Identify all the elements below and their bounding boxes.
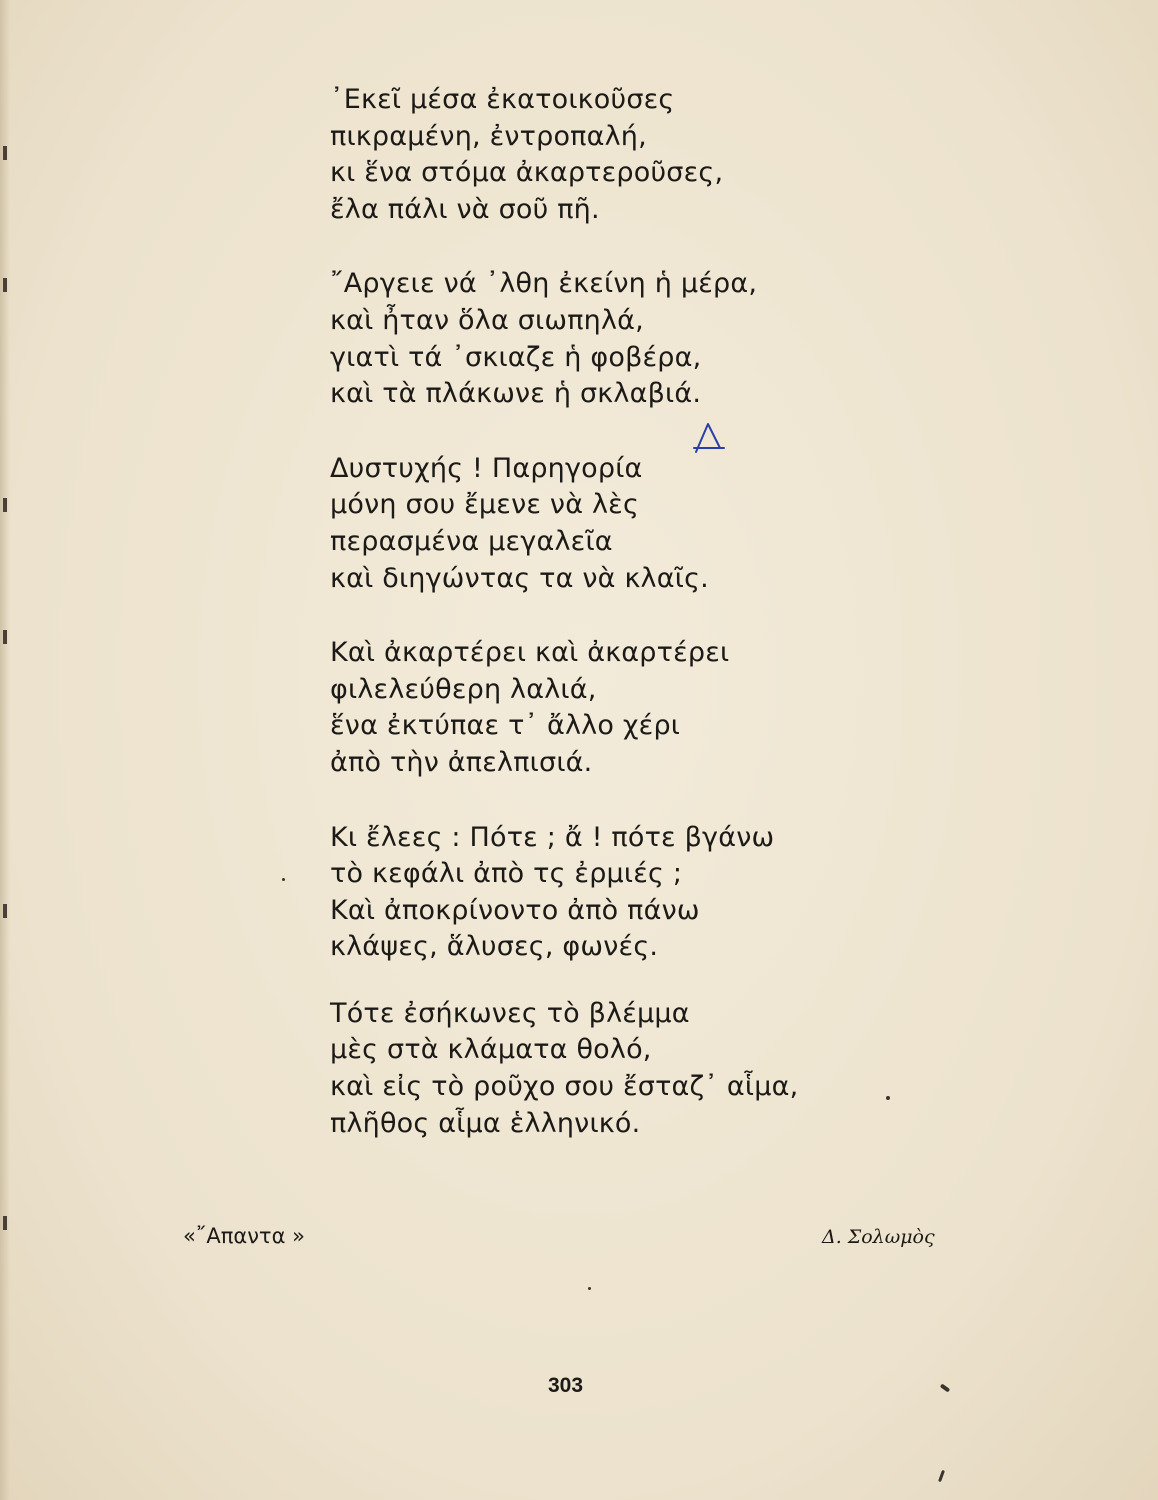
poem-line: ῎Αργειε νά ᾿λθη ἐκείνη ἡ μέρα, <box>330 268 758 300</box>
poem-line: ἀπὸ τὴν ἀπελπισιά. <box>330 746 593 778</box>
poem-line: μὲς στὰ κλάματα θολό, <box>330 1034 652 1066</box>
ink-speck <box>886 1096 890 1100</box>
stanza <box>330 820 890 966</box>
poem-line: καὶ διηγώντας τα νὰ κλαῖς. <box>330 562 709 594</box>
poem-line: καὶ ἦταν ὅλα σιωπηλά, <box>330 304 644 336</box>
edge-mark <box>3 1216 7 1230</box>
poem-line: περασμένα μεγαλεῖα <box>330 525 613 557</box>
stanza <box>330 451 890 597</box>
poem-line: πικραμένη, ἐντροπαλή, <box>330 120 647 152</box>
poem-line: Τότε ἐσήκωνες τὸ βλέμμα <box>330 997 690 1029</box>
poem-line: Καὶ ἀκαρτέρει καὶ ἀκαρτέρει <box>330 637 730 669</box>
poem-line: κι ἕνα στόμα ἀκαρτεροῦσες, <box>330 157 724 189</box>
ink-speck <box>938 1470 945 1482</box>
author-name: Δ. Σολωμὸς <box>822 1226 935 1248</box>
poem-line: κλάψες, ἅλυσες, φωνές. <box>330 931 659 963</box>
poem-line: γιατὶ τά ᾿σκιαζε ἡ φοβέρα, <box>330 341 702 373</box>
edge-mark <box>3 904 7 918</box>
stanza <box>330 266 890 412</box>
poem-line: Καὶ ἀποκρίνοντο ἀπὸ πάνω <box>330 894 700 926</box>
poem-line: Δυστυχής ! Παρηγορία <box>330 452 643 484</box>
source-citation: «῎Απαντα » <box>183 1224 305 1248</box>
edge-mark <box>3 146 7 160</box>
page-number: 303 <box>548 1374 584 1397</box>
stanza <box>330 82 890 228</box>
poem-line: ἕνα ἐκτύπαε τ᾿ ἄλλο χέρι <box>330 710 681 742</box>
ink-speck <box>588 1287 591 1290</box>
poem-line: καὶ εἰς τὸ ροῦχο σου ἔσταζ᾿ αἷμα, <box>330 1071 799 1103</box>
stanza <box>330 996 890 1142</box>
poem-line: φιλελεύθερη λαλιά, <box>330 673 597 705</box>
edge-mark <box>3 630 7 644</box>
edge-mark <box>3 498 7 512</box>
ink-speck <box>282 878 285 881</box>
stanza <box>330 635 890 781</box>
poem-line: καὶ τὰ πλάκωνε ἡ σκλαβιά. <box>330 378 702 410</box>
poem-line: μόνη σου ἔμενε νὰ λὲς <box>330 489 640 521</box>
pen-annotation-icon <box>690 418 730 458</box>
poem <box>330 82 890 1180</box>
poem-line: πλῆθος αἷμα ἑλληνικό. <box>330 1107 641 1139</box>
page-binding-edge <box>0 0 10 1500</box>
edge-mark <box>3 278 7 292</box>
poem-line: ᾿Εκεῖ μέσα ἐκατοικοῦσες <box>330 84 675 115</box>
poem-line: Κι ἔλεες : Πότε ; ἄ ! πότε βγάνω <box>330 821 775 853</box>
poem-line: τὸ κεφάλι ἀπὸ τς ἐρμιές ; <box>330 858 683 890</box>
poem-line: ἔλα πάλι νὰ σοῦ πῆ. <box>330 193 600 225</box>
ink-speck <box>940 1383 950 1392</box>
